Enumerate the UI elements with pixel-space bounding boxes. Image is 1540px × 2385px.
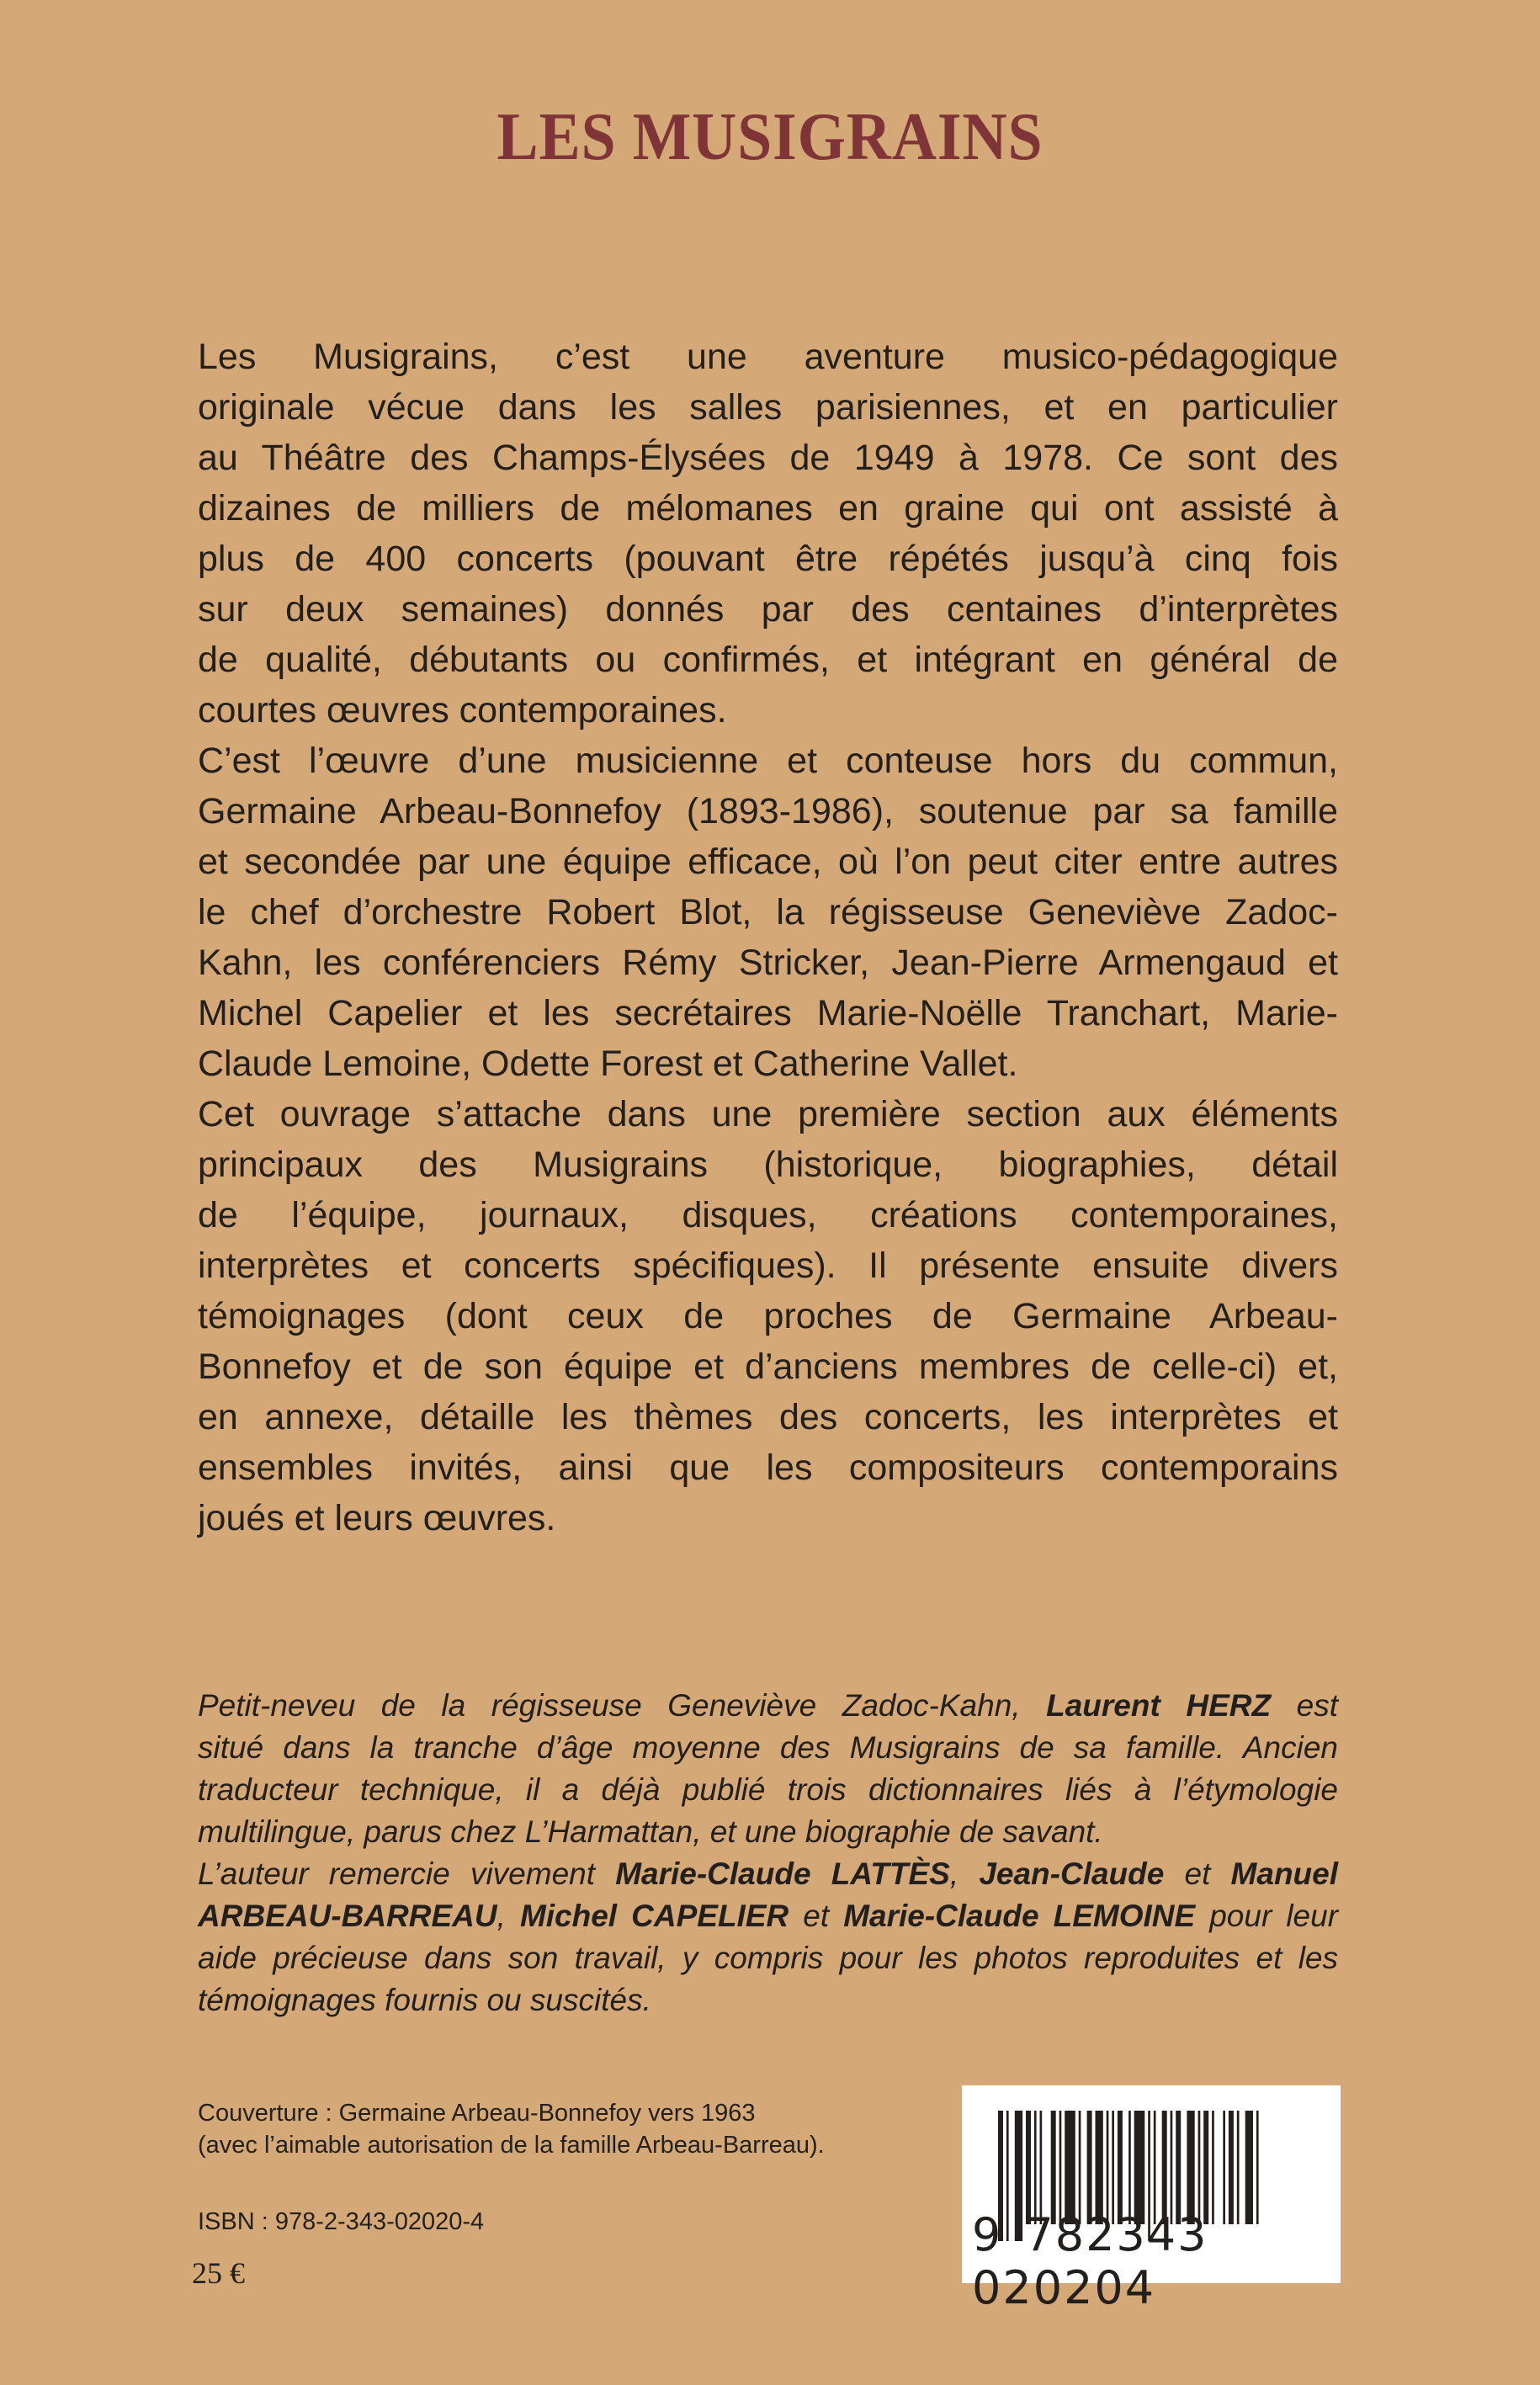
bio-name: Manuel (1230, 1856, 1339, 1891)
bio-text: Petit-neveu de la régisseuse Geneviève Zadoc-Kahn, (198, 1688, 1047, 1723)
barcode-bar (1087, 2111, 1092, 2224)
barcode-bar (1256, 2111, 1259, 2224)
bio-line (198, 1686, 1338, 1729)
bio-text: est (1271, 1688, 1339, 1723)
barcode-bar (1162, 2111, 1167, 2224)
cover-credit-line: Couverture : Germaine Arbeau-Bonnefoy vers 1963 (198, 2100, 756, 2127)
barcode-bar (1051, 2111, 1056, 2224)
barcode-bar (1107, 2111, 1109, 2224)
bio-text: L’auteur remercie vivement (198, 1856, 616, 1891)
barcode-bar (1034, 2111, 1037, 2224)
bio-text: et (1164, 1856, 1231, 1891)
bio-text: multilingue, parus chez L’Harmattan, et une biographie de savant. (198, 1814, 1103, 1849)
barcode-bar (1212, 2111, 1214, 2224)
bio-name: Marie-Claude LEMOINE (843, 1899, 1196, 1933)
barcode-bar (1171, 2111, 1173, 2224)
bio-text: , (949, 1856, 980, 1891)
bio-line (198, 1771, 1338, 1813)
bio-text: traducteur technique, il a déjà publié trois dictionnaires liés à l’étymologie (198, 1772, 1338, 1807)
bio-line (198, 1855, 1338, 1897)
bio-text: , (497, 1899, 520, 1933)
barcode-bar (1176, 2111, 1181, 2224)
bio-line (198, 1939, 1338, 1981)
barcode-bar (1096, 2111, 1103, 2224)
text-line: plus de 400 concerts (pouvant être répétés jusqu’à cinq fois (198, 539, 1338, 579)
bio-text: et (789, 1899, 844, 1933)
bio-line (198, 1813, 1338, 1855)
text-line: courtes œuvres contemporaines. (198, 690, 727, 730)
barcode-bar (1118, 2111, 1123, 2224)
barcode-digit-group-2: 020204 (972, 2261, 1156, 2314)
text-line: interprètes et concerts spécifiques). Il présente ensuite divers (198, 1246, 1338, 1286)
text-line: témoignages (dont ceux de proches de Germaine Arbeau- (198, 1296, 1338, 1336)
text-line: Les Musigrains, c’est une aventure musico-pédagogique (198, 337, 1338, 377)
bio-name: Marie-Claude LATTÈS (615, 1856, 950, 1891)
barcode-bar (1040, 2111, 1043, 2224)
barcode-bar (1237, 2111, 1240, 2224)
barcode-digit-first: 9 (972, 2208, 1003, 2261)
bio-name: Michel CAPELIER (519, 1899, 789, 1933)
text-line: Michel Capelier et les secrétaires Marie-Noëlle Tranchart, Marie- (198, 993, 1338, 1033)
bio-name: ARBEAU-BARREAU (198, 1899, 497, 1933)
bio-text: aide précieuse dans son travail, y compris pour les photos reproduites et les (198, 1941, 1338, 1975)
bio-name: Laurent HERZ (1046, 1688, 1272, 1723)
text-line: principaux des Musigrains (historique, biographies, détail (198, 1145, 1338, 1185)
price: 25 € (192, 2256, 245, 2290)
barcode-bar (1026, 2111, 1031, 2224)
book-description (198, 335, 1338, 1547)
text-line: Germaine Arbeau-Bonnefoy (1893-1986), soutenue par sa famille (198, 791, 1338, 831)
barcode (962, 2085, 1341, 2314)
cover-credit (198, 2097, 825, 2161)
barcode-bar (1203, 2111, 1208, 2224)
barcode-bar (1154, 2111, 1156, 2224)
author-bio (198, 1686, 1338, 2023)
barcode-bar (1065, 2111, 1075, 2224)
text-line: originale vécue dans les salles parisiennes, et en particulier (198, 387, 1338, 428)
text-line: sur deux semaines) donnés par des centaines d’interprètes (198, 589, 1338, 629)
text-line: C’est l’œuvre d’une musicienne et conteuse hors du commun, (198, 741, 1338, 781)
text-line: au Théâtre des Champs-Élysées de 1949 à 1978. Ce sont des (198, 438, 1338, 478)
text-line: Kahn, les conférenciers Rémy Stricker, Jean-Pierre Armengaud et (198, 943, 1338, 983)
barcode-bar (1229, 2111, 1234, 2224)
barcode-digit-group-1: 782343 (1024, 2208, 1208, 2261)
barcode-bar (1134, 2111, 1145, 2224)
text-line: dizaines de milliers de mélomanes en graine qui ont assisté à (198, 488, 1338, 529)
barcode-bar (1059, 2111, 1062, 2224)
bio-line (198, 1981, 1338, 2023)
text-line: joués et leurs œuvres. (198, 1498, 556, 1538)
barcode-bar (1079, 2111, 1081, 2224)
cover-credit-line: (avec l’aimable autorisation de la famille Arbeau-Barreau). (198, 2132, 825, 2159)
bio-line (198, 1897, 1338, 1939)
barcode-bar (1198, 2111, 1201, 2224)
barcode-digits (972, 2208, 1341, 2314)
book-title: LES MUSIGRAINS (497, 100, 1043, 174)
text-line: de l’équipe, journaux, disques, créations contemporaines, (198, 1195, 1338, 1235)
text-line: le chef d’orchestre Robert Blot, la régisseuse Geneviève Zadoc- (198, 892, 1338, 932)
bio-line (198, 1729, 1338, 1771)
barcode-bar (1112, 2111, 1114, 2224)
bio-text: situé dans la tranche d’âge moyenne des Musigrains de sa famille. Ancien (198, 1730, 1338, 1765)
text-line: de qualité, débutants ou confirmés, et intégrant en général de (198, 640, 1338, 680)
text-line: Cet ouvrage s’attache dans une première section aux éléments (198, 1094, 1338, 1134)
text-line: et secondée par une équipe efficace, où l’on peut citer entre autres (198, 842, 1338, 882)
bio-name: Jean-Claude (979, 1856, 1165, 1891)
bio-text: témoignages fournis ou suscités. (198, 1983, 651, 2017)
text-line: en annexe, détaille les thèmes des concerts, les interprètes et (198, 1397, 1338, 1437)
barcode-bar (1245, 2111, 1253, 2224)
barcode-bar (1223, 2111, 1225, 2224)
text-line: Claude Lemoine, Odette Forest et Catherine Vallet. (198, 1044, 1018, 1084)
bio-text: pour leur (1195, 1899, 1339, 1933)
isbn: ISBN : 978-2-343-02020-4 (198, 2208, 485, 2235)
text-line: Bonnefoy et de son équipe et d’anciens membres de celle-ci) et, (198, 1347, 1338, 1387)
barcode-bar (1187, 2111, 1194, 2224)
barcode-bar (1128, 2111, 1131, 2224)
text-line: ensembles invités, ainsi que les compositeurs contemporains (198, 1447, 1338, 1488)
